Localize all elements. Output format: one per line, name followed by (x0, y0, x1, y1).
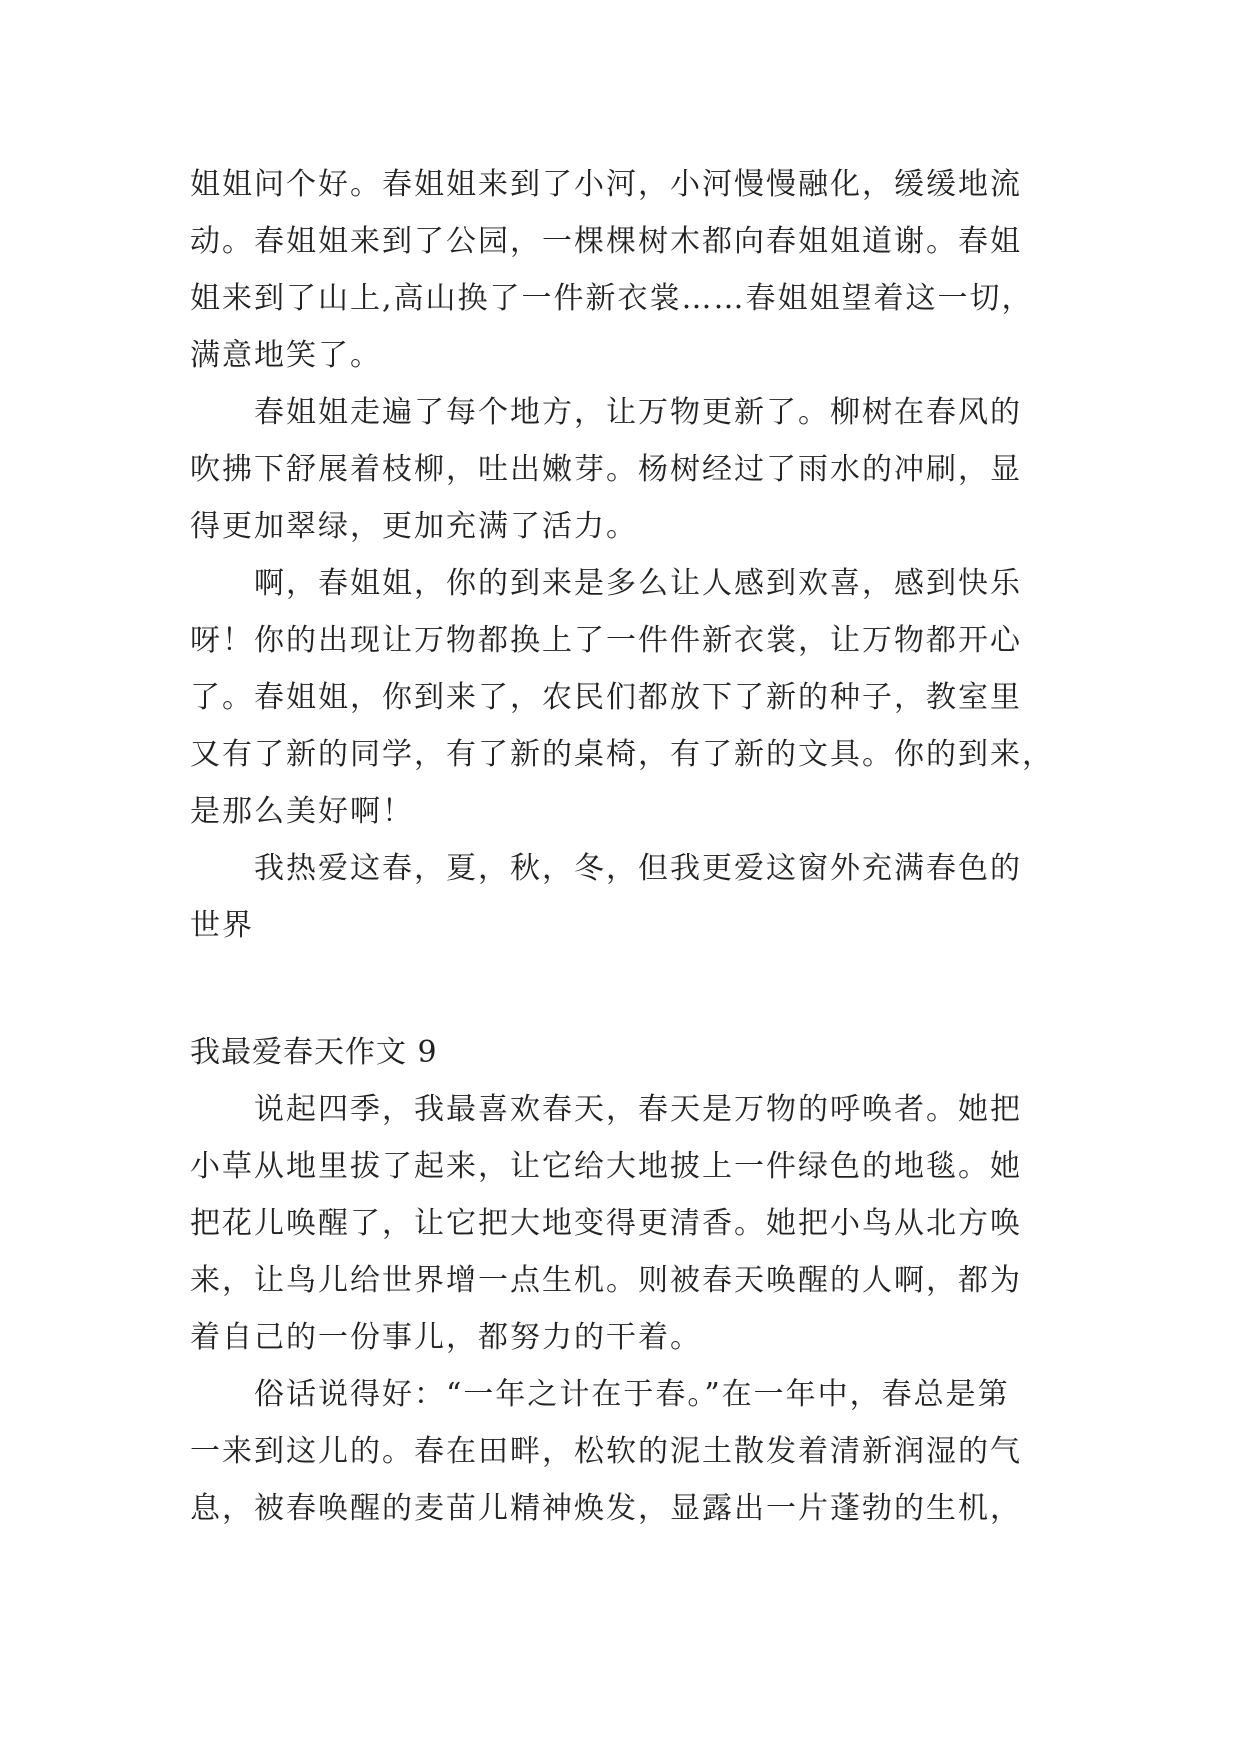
paragraph-line: 把花儿唤醒了，让它把大地变得更清香。她把小鸟从北方唤 (190, 1206, 1022, 1241)
paragraph-line: 姐来到了山上,高山换了一件新衣裳……春姐姐望着这一切， (190, 281, 1034, 316)
section-title: 我最爱春天作文 9 (190, 1035, 438, 1070)
paragraph-line: 呀！你的出现让万物都换上了一件件新衣裳，让万物都开心 (190, 623, 1022, 658)
paragraph-line: 息，被春唤醒的麦苗儿精神焕发，显露出一片蓬勃的生机， (190, 1491, 1022, 1526)
paragraph-line: 来，让鸟儿给世界增一点生机。则被春天唤醒的人啊，都为 (190, 1263, 1022, 1298)
paragraph-line: 了。春姐姐，你到来了，农民们都放下了新的种子，教室里 (190, 680, 1022, 715)
paragraph-line: 我热爱这春，夏，秋，冬，但我更爱这窗外充满春色的 (254, 851, 1022, 886)
paragraph-line: 世界 (190, 908, 254, 943)
paragraph-line: 说起四季，我最喜欢春天，春天是万物的呼唤者。她把 (254, 1092, 1022, 1127)
paragraph-line: 一来到这儿的。春在田畔，松软的泥土散发着清新润湿的气 (190, 1434, 1022, 1469)
paragraph-line: 得更加翠绿，更加充满了活力。 (190, 509, 638, 544)
paragraph-line: 姐姐问个好。春姐姐来到了小河，小河慢慢融化，缓缓地流 (190, 167, 1022, 202)
paragraph-line: 俗话说得好：“一年之计在于春。”在一年中，春总是第 (254, 1377, 1010, 1412)
paragraph-line: 小草从地里拔了起来，让它给大地披上一件绿色的地毯。她 (190, 1149, 1022, 1184)
paragraph-line: 满意地笑了。 (190, 338, 382, 373)
paragraph-line: 又有了新的同学，有了新的桌椅，有了新的文具。你的到来， (190, 737, 1054, 772)
paragraph-line: 吹拂下舒展着枝柳，吐出嫩芽。杨树经过了雨水的冲刷，显 (190, 452, 1022, 487)
paragraph-line: 动。春姐姐来到了公园，一棵棵树木都向春姐姐道谢。春姐 (190, 224, 1022, 259)
paragraph-line: 是那么美好啊！ (190, 794, 414, 829)
paragraph-line: 着自己的一份事儿，都努力的干着。 (190, 1320, 702, 1355)
paragraph-line: 啊，春姐姐，你的到来是多么让人感到欢喜，感到快乐 (254, 566, 1022, 601)
paragraph-line: 春姐姐走遍了每个地方，让万物更新了。柳树在春风的 (254, 395, 1022, 430)
